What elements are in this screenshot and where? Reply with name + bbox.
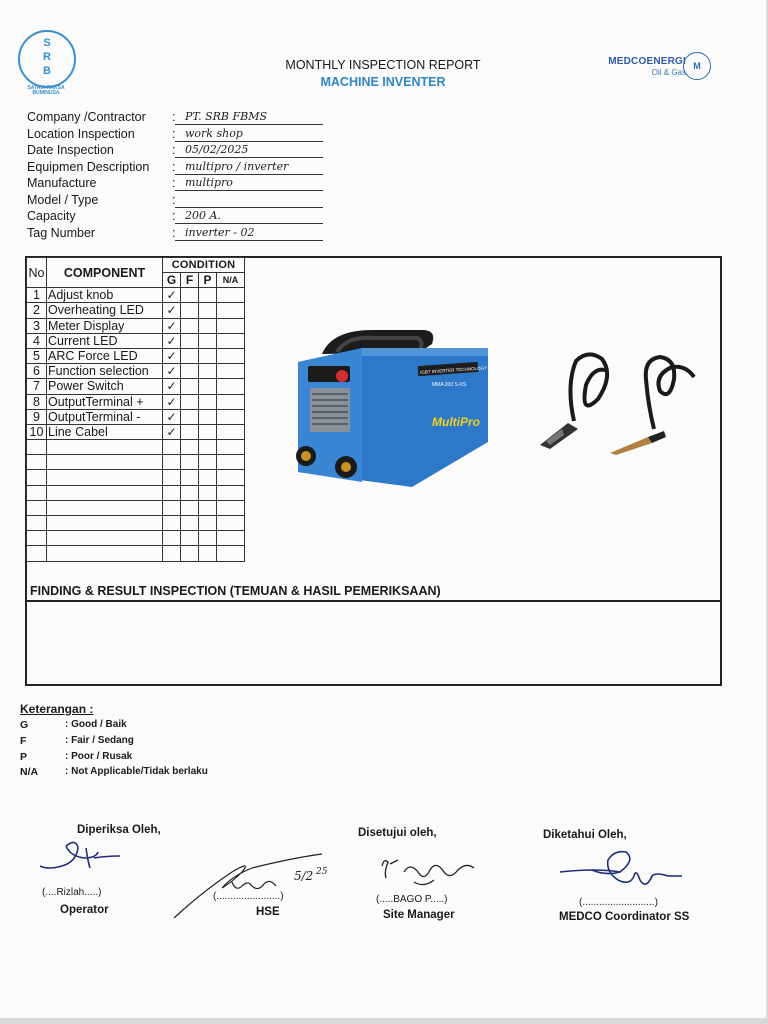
table-row <box>27 440 245 455</box>
table-row <box>27 455 245 470</box>
row-component: Power Switch <box>47 379 163 394</box>
field-value: PT. SRB FBMS <box>175 110 323 125</box>
check-g: ✓ <box>163 394 181 409</box>
col-f-header: F <box>181 273 199 288</box>
table-row <box>27 379 245 394</box>
medco-mark-icon: M <box>683 52 711 80</box>
table-row <box>27 516 245 531</box>
site-manager-name: (.....BAGO P.....) <box>376 894 448 905</box>
legend-text: : Fair / Sedang <box>65 735 134 746</box>
legend-key: P <box>20 751 28 763</box>
check-g: ✓ <box>163 364 181 379</box>
legend-text: : Poor / Rusak <box>65 751 133 762</box>
field-value: work shop <box>175 127 323 142</box>
report-title: MONTHLY INSPECTION REPORT <box>285 58 481 72</box>
field-label: Date Inspection <box>27 143 114 157</box>
field-label: Company /Contractor <box>27 110 146 124</box>
medco-logo-name: MEDCOENERGI <box>608 56 686 67</box>
table-row <box>27 288 245 303</box>
row-no: 2 <box>27 303 47 318</box>
table-row <box>27 318 245 333</box>
field-label: Tag Number <box>27 225 96 240</box>
col-p-header: P <box>199 273 217 288</box>
check-g: ✓ <box>163 333 181 348</box>
field-value: 05/02/2025 <box>175 143 323 158</box>
site-manager-role: Site Manager <box>383 909 455 921</box>
row-component: Adjust knob <box>47 288 163 303</box>
row-component: Meter Display <box>47 318 163 333</box>
table-row <box>27 409 245 424</box>
col-na-header: N/A <box>217 273 245 288</box>
table-row <box>27 485 245 500</box>
medco-coordinator-role: MEDCO Coordinator SS <box>559 911 690 923</box>
legend-key: F <box>20 735 27 747</box>
legend-text: : Good / Baik <box>65 719 127 730</box>
field-label: Model / Type <box>27 192 99 207</box>
legend-text: : Not Applicable/Tidak berlaku <box>65 766 208 777</box>
srb-logo-subtitle: SATRIA RAKSA BUMINUSA <box>27 85 65 96</box>
row-component: Current LED <box>47 333 163 348</box>
row-no: 6 <box>27 364 47 379</box>
check-g: ✓ <box>163 318 181 333</box>
check-g: ✓ <box>163 288 181 303</box>
row-component: Overheating LED <box>47 303 163 318</box>
component-table <box>26 257 245 562</box>
row-no: 1 <box>27 288 47 303</box>
operator-signature <box>36 836 126 886</box>
finding-title: FINDING & RESULT INSPECTION (TEMUAN & HASIL PEMERIKSAAN) <box>30 584 441 598</box>
legend-title: Keterangan : <box>20 702 94 716</box>
table-row <box>27 333 245 348</box>
row-no: 4 <box>27 333 47 348</box>
field-value: 200 A. <box>175 209 323 224</box>
operator-role: Operator <box>60 904 109 916</box>
table-row <box>27 500 245 515</box>
table-row <box>27 531 245 546</box>
field-label: Capacity <box>27 209 76 223</box>
welding-machine-image <box>292 322 492 494</box>
field-label: Manufacture <box>27 176 97 190</box>
row-component: OutputTerminal + <box>47 394 163 409</box>
table-row <box>27 348 245 363</box>
legend-key: G <box>20 719 29 731</box>
medco-coordinator-name: (..........................) <box>579 897 658 908</box>
table-row <box>27 546 245 561</box>
legend-key: N/A <box>20 766 39 778</box>
approved-by-heading: Disetujui oleh, <box>358 827 437 839</box>
col-condition-header: CONDITION <box>163 258 245 273</box>
row-no: 8 <box>27 394 47 409</box>
row-no: 9 <box>27 409 47 424</box>
hse-name: (.......................) <box>213 891 284 902</box>
table-row <box>27 364 245 379</box>
logo-letter-b: B <box>43 65 51 77</box>
col-no-header: No <box>27 258 47 288</box>
machine-model: MMA 200 S-XS <box>432 382 467 388</box>
svg-text:25: 25 <box>316 867 328 877</box>
report-subtitle: MACHINE INVENTER <box>320 75 446 89</box>
svg-text:5/2: 5/2 <box>294 869 314 883</box>
logo-letter-r: R <box>43 51 51 63</box>
inspection-form: S R B SATRIA RAKSA BUMINUSA MONTHLY INSPECTION REPORT MACHINE INVENTER MEDCOENERGI Oil & Gas M Company /Contractor : PT. SRB FBMS Location Inspection : work shop Date Inspection : 05/02/2025 Equipmen Description : multipro / inverter Manufacture : multipro Model / Type : Capacity : 200 A. Tag Number : inverter - 02 No COMPONENT CONDITION G F P N/A 1 Adjust knob ✓ 2 Overheating LED ✓ 3 Meter Display ✓ 4 Current LED ✓ 5 ARC Force LED ✓ 6 Function selection ✓ 7 Power Switch ✓ 8 OutputTerminal + ✓ 9 OutputTerminal - ✓ 10 Line Cabel ✓ IGBT INVERTER TECHNOLOGY MMA 200 S-XS MultiPro FINDING & RESULT INSPECTION (TEMUAN & HASIL PEMERIKSAAN) Keterangan : G : Good / Baik F : Fair / Sedang P : Poor / Rusak N/A : Not Applicable/Tidak berlaku Diperiksa Oleh, Disetujui oleh, Diketahui Oleh, 5/2 25 (....Rizlah.....) Operator (.......................) HSE (.....BAGO P.....) Site Manager (..........................) MEDCO Coordinator SS <box>0 0 766 1018</box>
acknowledged-by-heading: Diketahui Oleh, <box>543 829 627 841</box>
row-component: OutputTerminal - <box>47 409 163 424</box>
row-component: ARC Force LED <box>47 348 163 363</box>
field-value: inverter - 02 <box>175 226 323 241</box>
checked-by-heading: Diperiksa Oleh, <box>77 824 161 836</box>
machine-brand: MultiPro <box>432 415 480 429</box>
field-value: multipro / inverter <box>175 160 323 175</box>
welding-cables-image <box>536 345 704 455</box>
check-g: ✓ <box>163 424 181 439</box>
hse-role: HSE <box>256 906 280 918</box>
row-no: 3 <box>27 318 47 333</box>
row-no: 5 <box>27 348 47 363</box>
check-g: ✓ <box>163 348 181 363</box>
field-value: multipro <box>175 176 323 191</box>
check-g: ✓ <box>163 303 181 318</box>
row-component: Function selection <box>47 364 163 379</box>
medco-coordinator-signature <box>556 846 686 896</box>
table-row <box>27 424 245 439</box>
medco-logo-tagline: Oil & Gas <box>651 68 686 77</box>
table-row <box>27 303 245 318</box>
logo-letter-s: S <box>43 37 51 49</box>
table-row <box>27 394 245 409</box>
operator-name: (....Rizlah.....) <box>42 887 102 898</box>
finding-divider <box>25 600 722 602</box>
col-component-header: COMPONENT <box>47 258 163 288</box>
check-g: ✓ <box>163 409 181 424</box>
field-value <box>175 193 323 208</box>
col-g-header: G <box>163 273 181 288</box>
check-g: ✓ <box>163 379 181 394</box>
machine-label-top: IGBT INVERTER TECHNOLOGY <box>419 365 488 375</box>
row-component: Line Cabel <box>47 424 163 439</box>
hse-signature <box>172 852 332 922</box>
field-label: Location Inspection <box>27 126 135 141</box>
table-row <box>27 470 245 485</box>
medco-logo <box>596 56 686 77</box>
row-no: 7 <box>27 379 47 394</box>
field-label: Equipmen Description <box>27 159 150 174</box>
row-no: 10 <box>27 424 47 439</box>
